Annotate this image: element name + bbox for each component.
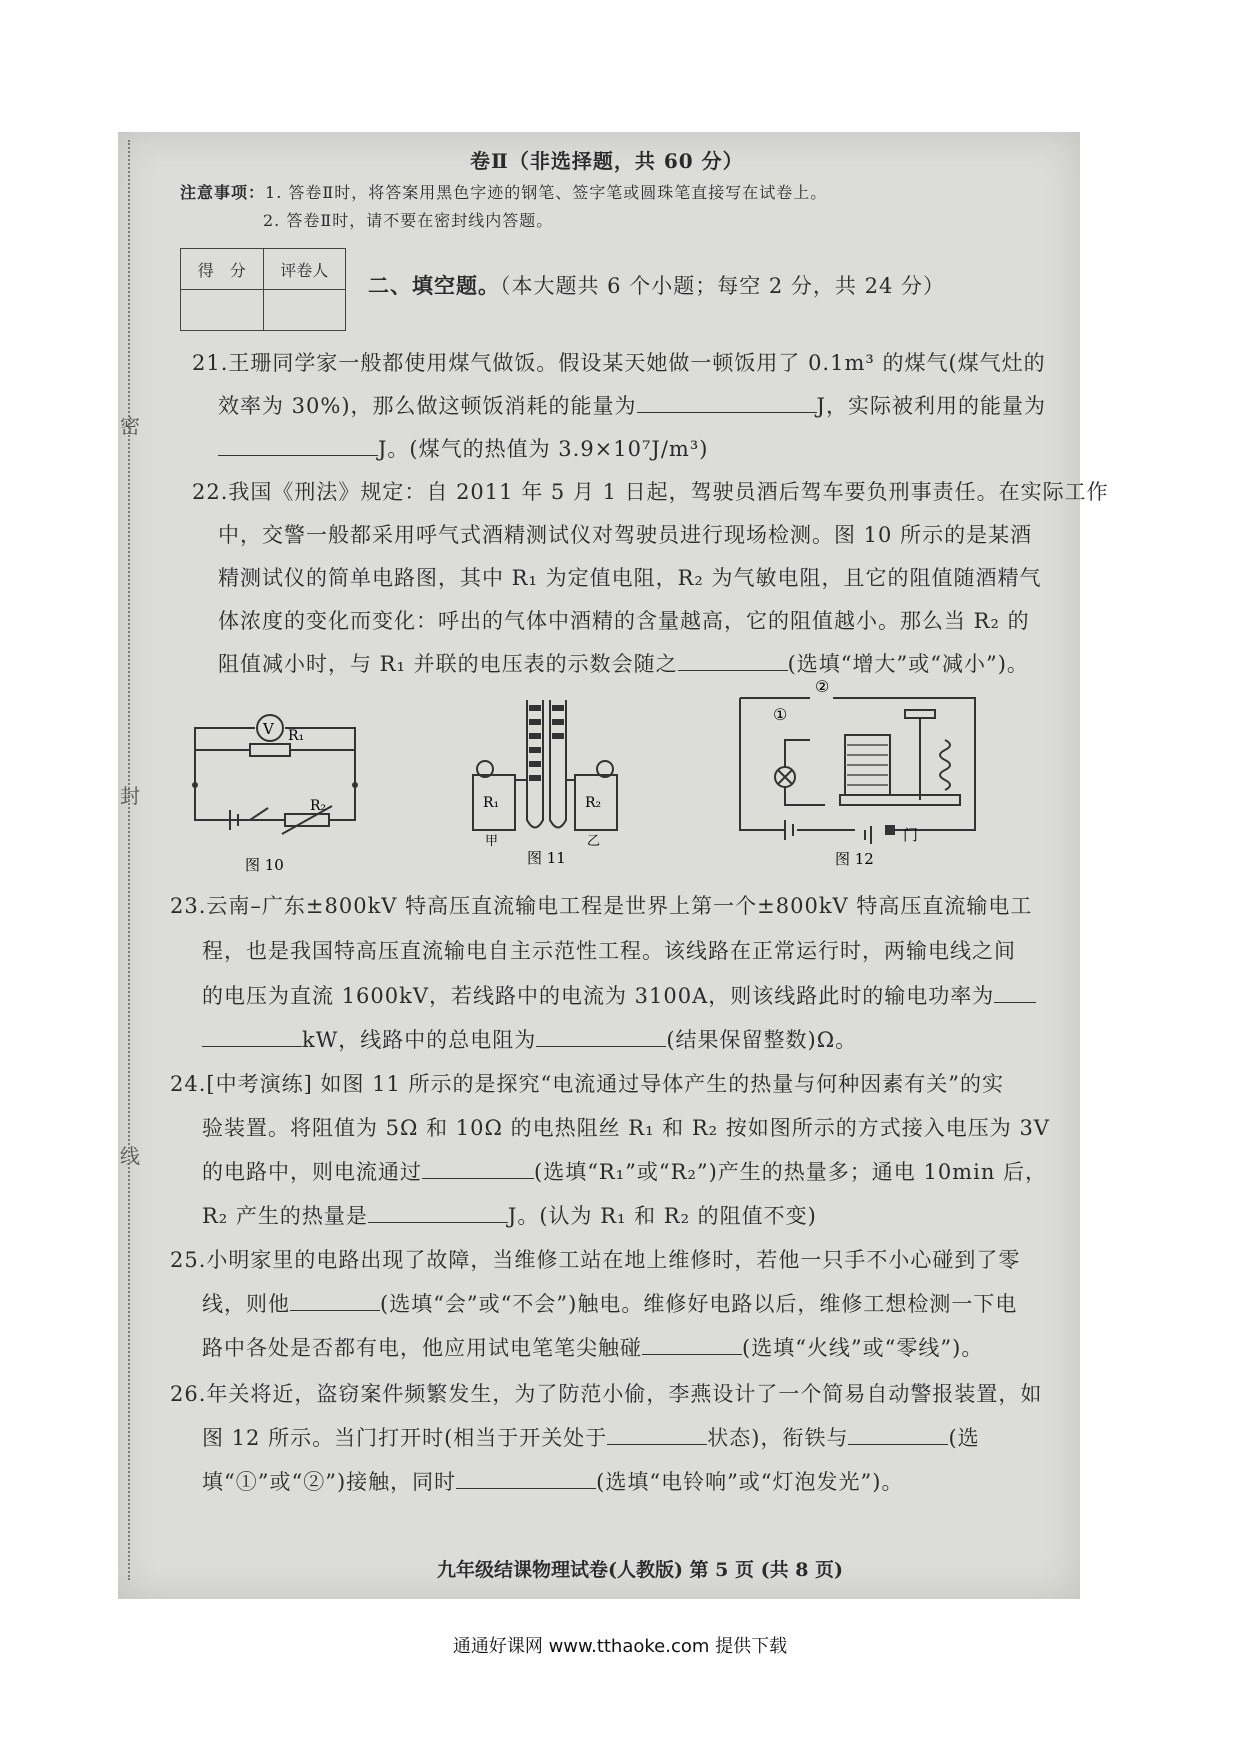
page-footer: 九年级结课物理试卷(人教版) 第 5 页 (共 8 页): [436, 1559, 844, 1581]
figure-12-alarm-circuit: [735, 680, 1005, 870]
q23-line-3: [202, 980, 1036, 1010]
q25-text-d: (选填“火线”或“零线”)。: [742, 1336, 984, 1360]
grader-header: 评卷人: [263, 249, 346, 290]
q26-line-1: 26.年关将近，盗窃案件频繁发生，为了防范小偷，李燕设计了一个简易自动警报装置，如: [170, 1382, 1043, 1406]
q24-text-d: J。(认为 R₁ 和 R₂ 的阻值不变): [507, 1204, 817, 1228]
fig11-right-label: 乙: [587, 834, 601, 849]
figure-10-circuit: [190, 710, 370, 880]
section-title: 二、填空题。: [368, 273, 500, 298]
q24-text-b: (选填“R₁”或“R₂”)产生的热量多；通电 10min 后，: [534, 1160, 1048, 1184]
q24-text-a: 的电路中，则电流通过: [202, 1160, 422, 1184]
q21-line-2: [218, 390, 1046, 420]
q24-line-1: 24.[中考演练] 如图 11 所示的是探究“电流通过导体产生的热量与何种因素有关”的实: [170, 1072, 1004, 1096]
q22-line-5: [218, 648, 1029, 678]
q26-text-a: 图 12 所示。当门打开时(相当于开关处于: [202, 1426, 608, 1450]
fig10-r2: R₂: [310, 798, 327, 814]
q21-line-3: [218, 433, 708, 463]
q22-line-4: 体浓度的变化而变化：呼出的气体中酒精的含量越高，它的阻值越小。那么当 R₂ 的: [218, 609, 1030, 633]
q25-text-b: (选填“会”或“不会”)触电。维修好电路以后，维修工想检测一下电: [380, 1292, 1018, 1316]
q23-line-4: [202, 1024, 857, 1054]
q25-blank-2[interactable]: [642, 1336, 742, 1355]
figure-11-apparatus: [465, 695, 635, 870]
q22-line-3: 精测试仪的简单电路图，其中 R₁ 为定值电阻，R₂ 为气敏电阻，且它的阻值随酒精气: [218, 566, 1042, 590]
q21-line-1: 21.王珊同学家一般都使用煤气做饭。假设某天她做一顿饭用了 0.1m³ 的煤气(煤气灶的: [192, 351, 1046, 375]
fig12-contact-1: ①: [773, 705, 788, 724]
fig11-caption: 图 11: [527, 849, 566, 867]
q25-line-1: 25.小明家里的电路出现了故障，当维修工站在地上维修时，若他一只手不小心碰到了零: [170, 1248, 1021, 1272]
fig11-left-label: 甲: [485, 834, 499, 849]
fig12-door-label: 门: [903, 826, 919, 844]
fig11-r1: R₁: [483, 795, 500, 811]
q24-blank-2[interactable]: [368, 1204, 508, 1223]
fig10-r1: R₁: [288, 728, 305, 744]
q26-text-c: (选: [948, 1426, 980, 1450]
q22-text-a: 阻值减小时，与 R₁ 并联的电压表的示数会随之: [218, 652, 678, 676]
notice-line-1: [180, 180, 827, 203]
q26-blank-3[interactable]: [456, 1470, 596, 1489]
fig12-caption: 图 12: [835, 850, 874, 868]
q24-line-4: [202, 1200, 817, 1230]
q23-text-c: (结果保留整数)Ω。: [666, 1028, 858, 1052]
q25-line-3: [202, 1332, 983, 1362]
q24-blank-1[interactable]: [422, 1160, 534, 1179]
q25-line-2: [202, 1288, 1017, 1318]
fig12-contact-2: ②: [815, 680, 830, 696]
fig11-r2: R₂: [585, 795, 602, 811]
q26-text-b: 状态)，衔铁与: [707, 1426, 849, 1450]
q26-blank-1[interactable]: [607, 1426, 707, 1445]
seal-line: [128, 140, 130, 1580]
q23-text-b: kW，线路中的总电阻为: [302, 1028, 537, 1052]
q24-line-2: 验装置。将阻值为 5Ω 和 10Ω 的电热阻丝 R₁ 和 R₂ 按如图所示的方式接入电压为 3V: [202, 1116, 1050, 1140]
q22-line-1: 22.我国《刑法》规定：自 2011 年 5 月 1 日起，驾驶员酒后驾车要负刑事责任。在实际工作: [192, 480, 1109, 504]
notice-2: 2. 答卷Ⅱ时，请不要在密封线内答题。: [263, 211, 554, 230]
voltmeter-label: V: [263, 720, 274, 738]
q21-blank-1[interactable]: [637, 394, 817, 413]
q23-blank-2[interactable]: [536, 1028, 666, 1047]
q26-line-3: [202, 1466, 903, 1496]
margin-char-mi: 密: [120, 414, 140, 438]
q25-text-a: 线，则他: [202, 1292, 290, 1316]
q22-line-2: 中，交警一般都采用呼气式酒精测试仪对驾驶员进行现场检测。图 10 所示的是某酒: [218, 523, 1033, 547]
q26-blank-2[interactable]: [848, 1426, 948, 1445]
q23-text-a: 的电压为直流 1600kV，若线路中的电流为 3100A，则该线路此时的输电功率为: [202, 984, 995, 1008]
download-credit: 通通好课网 www.tthaoke.com 提供下载: [452, 1636, 788, 1657]
margin-char-feng: 封: [120, 784, 140, 808]
grader-cell[interactable]: [263, 290, 346, 331]
q21-blank-2[interactable]: [218, 437, 378, 456]
q26-text-e: (选填“电铃响”或“灯泡发光”)。: [596, 1470, 904, 1494]
fig10-caption: 图 10: [245, 856, 284, 874]
q23-line-2: 程，也是我国特高压直流输电自主示范性工程。该线路在正常运行时，两输电线之间: [202, 939, 1016, 963]
q21-text-c: J。(煤气的热值为 3.9×10⁷J/m³): [378, 437, 709, 461]
score-cell[interactable]: [181, 290, 264, 331]
q26-line-2: [202, 1422, 980, 1452]
q22-text-b: (选填“增大”或“减小”)。: [787, 652, 1029, 676]
margin-char-xian: 线: [120, 1144, 140, 1168]
notice-label: 注意事项：: [180, 183, 266, 202]
q24-line-3: [202, 1156, 1047, 1186]
q21-text-a: 效率为 30%)，那么做这顿饭消耗的能量为: [218, 394, 637, 418]
q22-blank-1[interactable]: [678, 652, 788, 671]
q24-text-c: R₂ 产生的热量是: [202, 1204, 368, 1228]
score-table: [180, 248, 346, 331]
q23-line-1: 23.云南–广东±800kV 特高压直流输电工程是世界上第一个±800kV 特高压直流输电工: [170, 894, 1033, 918]
q21-text-b: J，实际被利用的能量为: [816, 394, 1046, 418]
q25-blank-1[interactable]: [290, 1292, 380, 1311]
score-header: 得 分: [181, 249, 264, 290]
notice-1: 1. 答卷Ⅱ时，将答案用黑色字迹的钢笔、签字笔或圆珠笔直接写在试卷上。: [265, 183, 828, 202]
q23-blank-1b[interactable]: [202, 1028, 302, 1047]
q26-text-d: 填“①”或“②”)接触，同时: [202, 1470, 457, 1494]
q25-text-c: 路中各处是否都有电，他应用试电笔笔尖触碰: [202, 1336, 642, 1360]
q23-blank-1a[interactable]: [994, 984, 1036, 1003]
section-desc: （本大题共 6 个小题；每空 2 分，共 24 分）: [500, 274, 945, 298]
section-heading: [368, 270, 945, 300]
paper-title: 卷Ⅱ（非选择题，共 60 分）: [470, 149, 744, 173]
